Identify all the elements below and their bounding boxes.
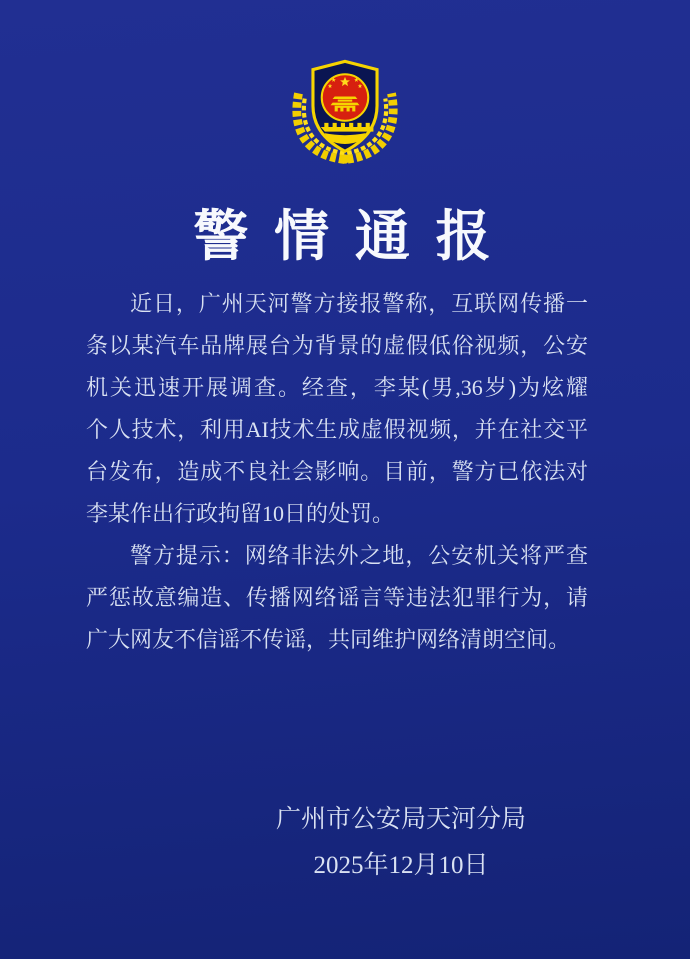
notice-paragraph2-line: 警方提示：网络非法外之地，公安机关将严查: [130, 543, 588, 568]
notice-paragraph1-line: 李某作出行政拘留10日的处罚。: [86, 501, 395, 526]
issuer-name: 广州市公安局天河分局: [275, 806, 526, 833]
notice-paragraph2-line: 严惩故意编造、传播网络谣言等违法犯罪行为，请: [86, 585, 588, 610]
issue-date: 2025年12月10日: [313, 852, 489, 879]
notice-paragraph1-line: 个人技术，利用AI技术生成虚假视频，并在社交平: [86, 417, 588, 442]
notice-paragraph1-line: 条以某汽车品牌展台为背景的虚假低俗视频，公安: [86, 333, 588, 358]
notice-paragraph1-line: 机关迅速开展调查。经查，李某(男,36岁)为炫耀: [86, 375, 588, 400]
tiananmen-icon: [331, 96, 360, 111]
notice-paragraph2-line: 广大网友不信谣不传谣，共同维护网络清朗空间。: [86, 627, 571, 652]
notice-paragraph1-line: 台发布，造成不良社会影响。目前，警方已依法对: [86, 459, 588, 484]
notice-paragraph1-line: 近日，广州天河警方接报警称，互联网传播一: [130, 291, 588, 316]
national-emblem-icon: [322, 74, 369, 121]
notice-body: [86, 283, 588, 661]
notice-title: 警 情 通 报: [193, 206, 497, 267]
police-badge-icon: [283, 59, 407, 167]
notice-footer: [0, 797, 690, 889]
